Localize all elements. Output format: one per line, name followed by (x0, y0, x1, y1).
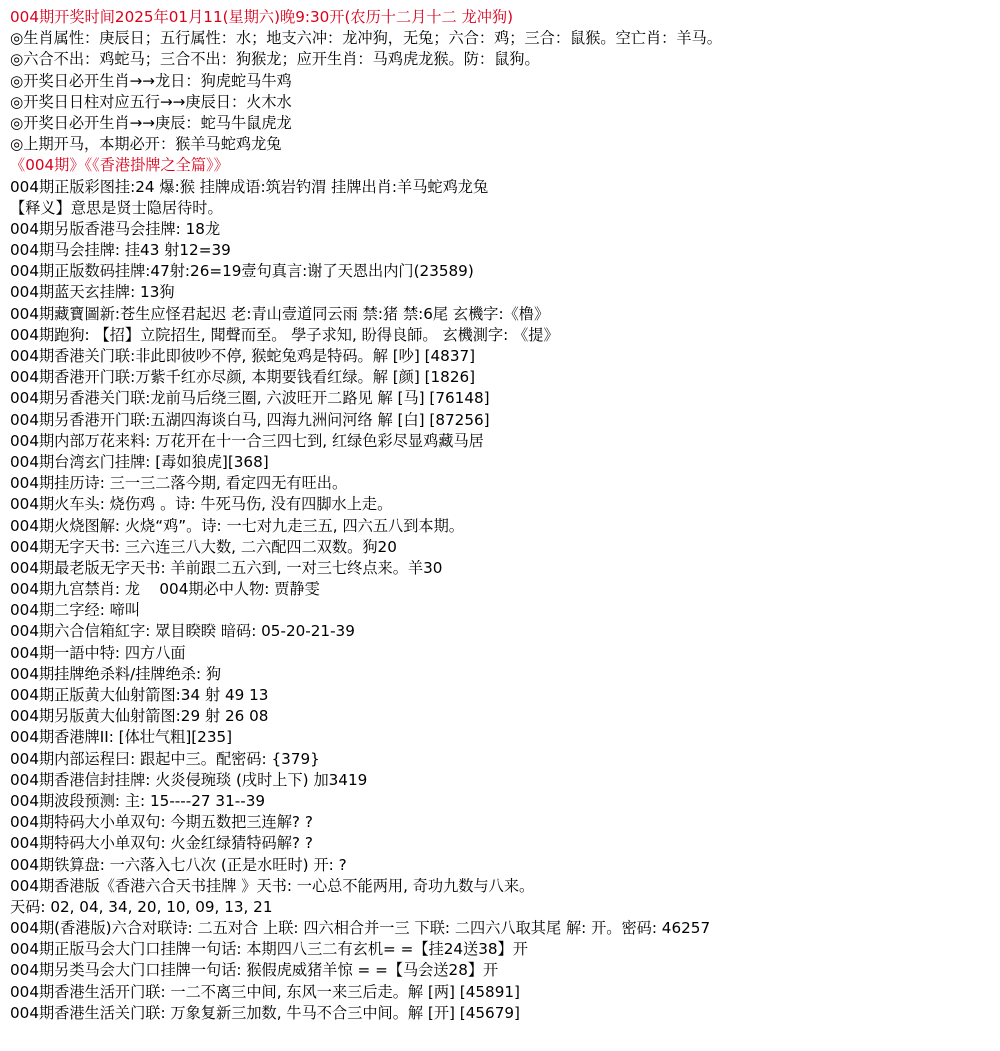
text-line: 004期台湾玄门挂牌: [毒如狼虎][368] (10, 452, 269, 471)
text-line: 004期香港牌II: [体壮气粗][235] (10, 728, 233, 747)
text-line: 004期正版黄大仙射箭图:34 射 49 13 (10, 686, 269, 704)
text-line: 004期另香港关门联:龙前马后绕三圈, 六波旺开二路见 解 [马] [76148] (10, 389, 490, 408)
highlight-line: 《004期》《《香港掛牌之全篇》》 (10, 156, 229, 175)
text-line: ◎六合不出：鸡蛇马；三合不出：狗猴龙；应开生肖：马鸡虎龙猴。防：鼠狗。 (10, 50, 540, 69)
text-line: 【释义】意思是贤士隐居待时。 (10, 198, 223, 217)
text-line: 004期正版马会大门口挂牌一句话: 本期四八三二有玄机= =【挂24送38】开 (10, 940, 528, 959)
text-line: 004期蓝天玄挂牌: 13狗 (10, 283, 175, 302)
text-line: 004期波段预测: 主: 15----27 31--39 (10, 791, 266, 810)
text-line: ◎上期开马，本期必开：猴羊马蛇鸡龙兔 (10, 135, 282, 154)
text-line: 004期特码大小单双句: 火金红绿猜特码解? ? (10, 834, 313, 853)
text-line: 004期另版香港马会挂牌: 18龙 (10, 219, 221, 238)
text-line: 004期香港版《香港六合天书挂牌 》天书: 一心总不能两用, 奇功九数与八来。 (10, 876, 535, 895)
text-line: 004期另香港开门联:五湖四海谈白马, 四海九洲问河络 解 [白] [87256] (10, 410, 490, 429)
text-line: 004期内部万花来料: 万花开在十一合三四七到, 红绿色彩尽显鸡藏马居 (10, 431, 484, 450)
text-line: 天码: 02, 04, 34, 20, 10, 09, 13, 21 (10, 897, 273, 916)
text-line: 004期香港生活关门联: 万象复新三加数, 牛马不合三中间。解 [开] [45679] (10, 1003, 520, 1022)
text-line: 004期香港信封挂牌: 火炎侵琬琰 (戌时上下) 加3419 (10, 770, 368, 789)
text-line: ◎开奖日日柱对应五行→→庚辰日：火木水 (10, 92, 292, 111)
text-line: 004期挂历诗: 三一三二落今期, 看定四无有旺出。 (10, 474, 348, 493)
text-line: 004期正版数码挂牌:47射:26=19壹句真言:谢了天恩出内门(23589) (10, 262, 474, 281)
text-line: 004期香港生活开门联: 一二不离三中间, 东风一来三后走。解 [两] [45891] (10, 982, 520, 1001)
text-line: 004期正版彩图挂:24 爆:猴 挂牌成语:筑岩钓渭 挂牌出肖:羊马蛇鸡龙兔 (10, 177, 489, 196)
text-line: 004期火车头: 烧伤鸡 。诗: 牛死马伤, 没有四脚水上走。 (10, 495, 393, 514)
highlight-line: 004期开奖时间2025年01月11(星期六)晚9:30开(农历十二月十二 龙冲狗) (10, 8, 514, 26)
text-line: 004期一語中特: 四方八面 (10, 643, 186, 662)
text-line: 004期六合信箱紅字: 眾目睽睽 暗码: 05-20-21-39 (10, 622, 355, 641)
text-line: 004期另版黄大仙射箭图:29 射 26 08 (10, 707, 269, 726)
text-line: 004期挂牌绝杀料/挂牌绝杀: 狗 (10, 664, 222, 683)
text-line: ◎生肖属性：庚辰日；五行属性：水；地支六冲：龙冲狗，无兔；六合：鸡；三合：鼠猴。空亡肖：羊马。 (10, 29, 722, 48)
text-line: 004期无字天书: 三六连三八大数, 二六配四二双数。狗20 (10, 537, 397, 556)
text-line: 004期马会挂牌: 挂43 射12=39 (10, 241, 231, 260)
text-line: ◎开奖日必开生肖→→庚辰：蛇马牛鼠虎龙 (10, 113, 292, 132)
text-line: 004期内部运程曰: 跟起中三。配密码: {379} (10, 749, 320, 768)
text-line: ◎开奖日必开生肖→→龙日：狗虎蛇马牛鸡 (10, 71, 292, 90)
text-line: 004期另类马会大门口挂牌一句话: 猴假虎威猪羊惊 = =【马会送28】开 (10, 961, 499, 980)
text-line: 004期特码大小单双句: 今期五数把三连解? ? (10, 813, 313, 832)
text-line: 004期(香港版)六合对联诗: 二五对合 上联: 四六相合并一三 下联: 二四六八取其尾 解: 开。密码: 46257 (10, 919, 711, 938)
text-line: 004期香港开门联:万紫千红亦尽颜, 本期要钱看红绿。解 [颜] [1826] (10, 368, 476, 387)
text-line: 004期跑狗: 【招】立院招生, 聞聲而至。 學子求知, 盼得良師。 玄機測字: 《提》 (10, 325, 559, 344)
text-line: 004期九宫禁肖: 龙 004期必中人物: 贾静雯 (10, 580, 320, 599)
text-line: 004期最老版无字天书: 羊前跟二五六到, 一对三七终点来。羊30 (10, 558, 443, 577)
document-body (10, 7, 990, 1024)
text-line: 004期香港关门联:非此即彼吵不停, 猴蛇兔鸡是特码。解 [吵] [4837] (10, 347, 476, 365)
text-line: 004期铁算盘: 一六落入七八次 (正是水旺时) 开: ? (10, 855, 347, 874)
text-line: 004期火烧图解: 火烧“鸡”。诗: 一七对九走三五, 四六五八到本期。 (10, 516, 464, 535)
text-line: 004期藏寶圖新:苍生应怪君起迟 老:青山壹道同云雨 禁:猪 禁:6尾 玄機字:《橹》 (10, 304, 550, 323)
text-line: 004期二字经: 啼叫 (10, 601, 141, 620)
